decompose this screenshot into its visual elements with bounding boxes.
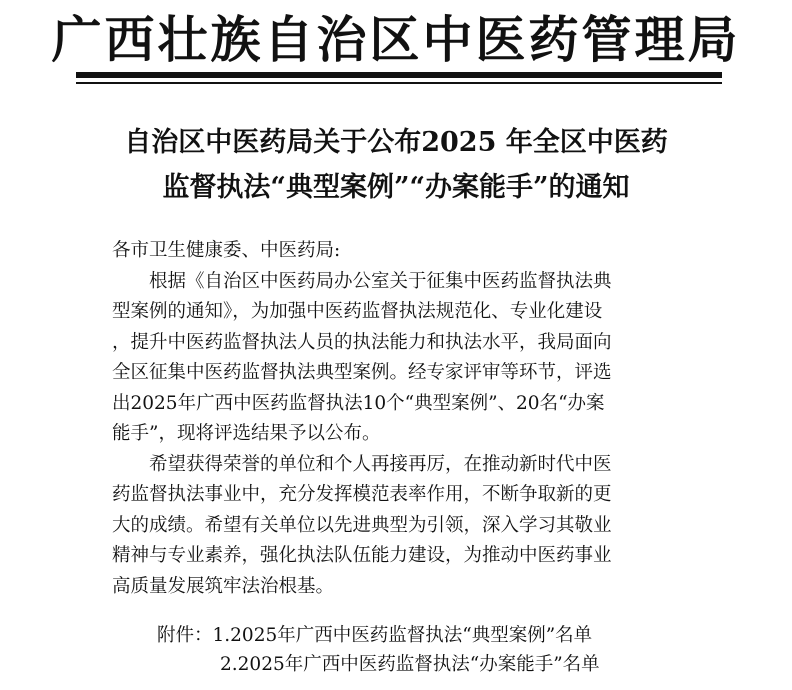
paragraph-1-line: 型案例的通知》，为加强中医药监督执法规范化、专业化建设 [112, 301, 603, 322]
paragraph-2-line: 大的成绩。希望有关单位以先进典型为引领，深入学习其敬业 [112, 514, 612, 536]
header-rule-thin [76, 82, 722, 84]
header-rule-thick [76, 72, 722, 78]
paragraph-1-line: 根据《自治区中医药局办公室关于征集中医药监督执法典 [149, 270, 612, 292]
paragraph-1-line: 全区征集中医药监督执法典型案例。经专家评审等环节，评选 [112, 362, 612, 383]
notice-title-line-1: 自治区中医药局关于公布2025 年全区中医药 [124, 127, 668, 158]
notice-body [112, 236, 702, 602]
paragraph-1-line: 能手”，现将评选结果予以公布。 [112, 423, 381, 444]
paragraph-1 [112, 267, 702, 450]
attachment-item-2: 2.2025年广西中医药监督执法“办案能手”名单 [220, 654, 600, 675]
document-header-org-name: 广西壮族自治区中医药管理局 [51, 10, 741, 69]
paragraph-1-line: 出2025年广西中医药监督执法10个“典型案例”、20名“办案 [112, 392, 605, 414]
paragraph-1-line: ，提升中医药监督执法人员的执法能力和执法水平，我局面向 [112, 331, 612, 353]
notice-title-line-2: 监督执法“典型案例”“办案能手”的通知 [162, 172, 630, 203]
attachment-item-1: 附件：1.2025年广西中医药监督执法“典型案例”名单 [157, 625, 593, 646]
salutation: 各市卫生健康委、中医药局: [112, 240, 341, 261]
paragraph-2-line: 精神与专业素养，强化执法队伍能力建设，为推动中医药事业 [112, 545, 612, 566]
paragraph-2 [112, 450, 702, 603]
paragraph-2-line: 药监督执法事业中，充分发挥模范表率作用，不断争取新的更 [112, 484, 612, 505]
paragraph-2-line: 高质量发展筑牢法治根基。 [112, 575, 335, 597]
paragraph-2-line: 希望获得荣誉的单位和个人再接再厉，在推动新时代中医 [149, 453, 612, 475]
